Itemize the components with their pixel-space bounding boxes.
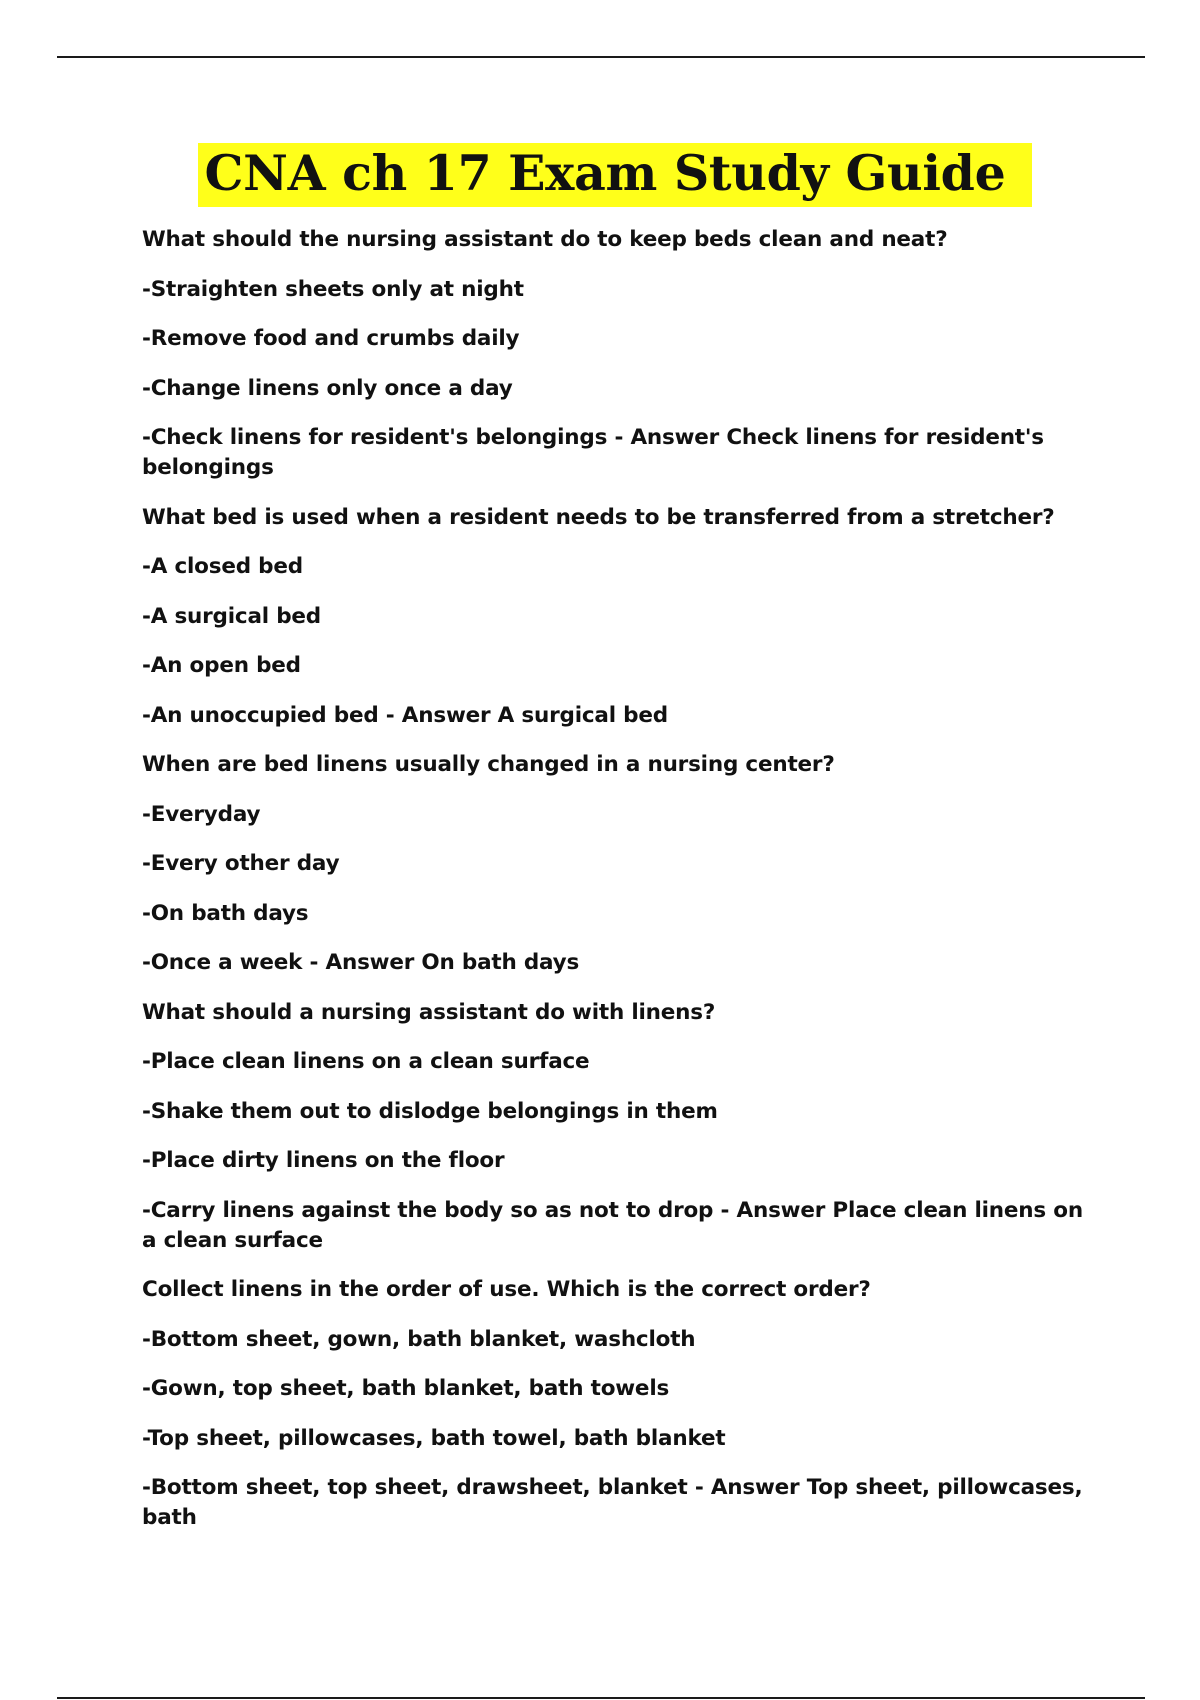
bottom-rule — [57, 1697, 1145, 1699]
option-line: -On bath days — [142, 900, 309, 926]
option-answer-line: -Once a week - Answer On bath days — [142, 950, 580, 975]
option-line: -Place dirty linens on the floor — [142, 1148, 505, 1173]
document-body — [142, 225, 1092, 1553]
question-line: When are bed linens usually changed in a nursing center? — [142, 752, 835, 777]
option-line: -Gown, top sheet, bath blanket, bath towels — [142, 1376, 670, 1401]
option-line: -Shake them out to dislodge belongings in them — [142, 1098, 718, 1124]
option-line: -Every other day — [142, 851, 340, 876]
option-answer-line: -An unoccupied bed - Answer A surgical bed — [142, 702, 668, 728]
title-container — [0, 143, 1200, 207]
question-line: What should the nursing assistant do to keep beds clean and neat? — [142, 227, 948, 252]
option-line: -An open bed — [142, 653, 301, 678]
top-rule — [57, 56, 1145, 58]
option-line: -A surgical bed — [142, 603, 321, 629]
option-line: -Remove food and crumbs daily — [142, 326, 520, 351]
option-answer-line: -Bottom sheet, top sheet, drawsheet, blanket - Answer Top sheet, pillowcases, bath — [142, 1475, 1083, 1530]
option-line: -Change linens only once a day — [142, 375, 513, 401]
option-line: -Place clean linens on a clean surface — [142, 1049, 590, 1074]
question-line: Collect linens in the order of use. Which is the correct order? — [142, 1277, 871, 1302]
option-line: -Top sheet, pillowcases, bath towel, bath blanket — [142, 1425, 726, 1451]
option-line: -Everyday — [142, 801, 261, 827]
option-answer-line: -Carry linens against the body so as not to drop - Answer Place clean linens on a clean surface — [142, 1197, 1083, 1253]
option-answer-line: -Check linens for resident's belongings - Answer Check linens for resident's belongings — [142, 425, 1044, 480]
question-line: What should a nursing assistant do with linens? — [142, 999, 716, 1025]
option-line: -Straighten sheets only at night — [142, 276, 524, 302]
page-title: CNA ch 17 Exam Study Guide — [198, 143, 1031, 207]
question-line: What bed is used when a resident needs to be transferred from a stretcher? — [142, 504, 1055, 530]
option-line: -Bottom sheet, gown, bath blanket, washcloth — [142, 1326, 696, 1352]
option-line: -A closed bed — [142, 554, 303, 579]
